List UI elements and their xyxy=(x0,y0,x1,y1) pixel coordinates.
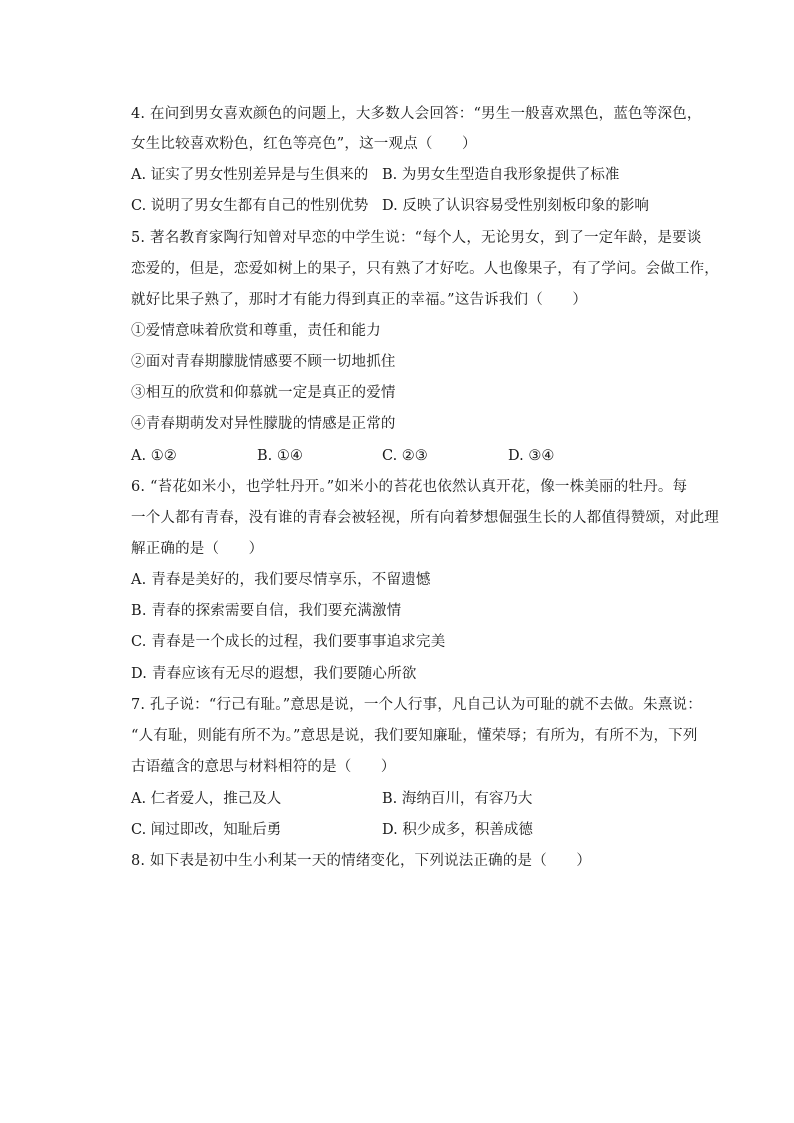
q4-option-d: D. 反映了认识容易受性别刻板印象的影响 xyxy=(382,198,649,214)
q4-option-a: A. 证实了男女性别差异是与生俱来的 xyxy=(131,167,369,183)
q5-stem-line1: 5. 著名教育家陶行知曾对早恋的中学生说：“每个人，无论男女，到了一定年龄，是要谈 xyxy=(131,230,702,246)
q7-stem-line2: “人有耻，则能有所不为。”意思是说，我们要知廉耻，懂荣辱；有所为，有所不为，下列 xyxy=(131,728,698,744)
q4-stem-line2: 女生比较喜欢粉色，红色等亮色”，这一观点（ ） xyxy=(131,136,477,152)
q5-option-b: B. ①④ xyxy=(257,448,303,464)
q6-stem-line1: 6. “苔花如米小，也学牡丹开。”如米小的苔花也依然认真开花，像一株美丽的牡丹。每 xyxy=(131,479,688,495)
q6-option-d: D. 青春应该有无尽的遐想，我们要随心所欲 xyxy=(131,666,417,682)
q8-stem-line1: 8. 如下表是初中生小利某一天的情绪变化，下列说法正确的是（ ） xyxy=(131,853,592,869)
q5-statement-1: ①爱情意味着欣赏和尊重，责任和能力 xyxy=(131,323,381,339)
q5-options-row xyxy=(131,446,671,466)
q7-stem-line3: 古语蕴含的意思与材料相符的是（ ） xyxy=(131,759,396,775)
q5-statement-4: ④青春期萌发对异性朦胧的情感是正常的 xyxy=(131,416,396,432)
q6-option-b: B. 青春的探索需要自信，我们要充满激情 xyxy=(131,603,402,619)
q6-stem-line3: 解正确的是（ ） xyxy=(131,541,264,557)
q5-option-a: A. ①② xyxy=(131,448,177,464)
q7-stem-line1: 7. 孔子说：“行己有耻。”意思是说，一个人行事，凡自己认为可耻的就不去做。朱熹说： xyxy=(131,697,702,713)
q7-option-b: B. 海纳百川，有容乃大 xyxy=(382,791,533,807)
q6-stem-line2: 一个人都有青春，没有谁的青春会被轻视，所有向着梦想倔强生长的人都值得赞颂，对此理 xyxy=(131,510,719,526)
q7-options-row1 xyxy=(131,789,671,809)
q4-options-row1 xyxy=(131,165,671,185)
q4-options-row2 xyxy=(131,196,671,216)
q5-statement-3: ③相互的欣赏和仰慕就一定是真正的爱情 xyxy=(131,385,396,401)
q7-option-c: C. 闻过即改，知耻后勇 xyxy=(131,822,282,838)
q5-statement-2: ②面对青春期朦胧情感要不顾一切地抓住 xyxy=(131,354,396,370)
q4-option-c: C. 说明了男女生都有自己的性别优势 xyxy=(131,198,369,214)
q5-option-c: C. ②③ xyxy=(382,448,428,464)
q6-option-a: A. 青春是美好的，我们要尽情享乐，不留遗憾 xyxy=(131,572,431,588)
q4-option-b: B. 为男女生型造自我形象提供了标准 xyxy=(382,167,620,183)
q5-stem-line3: 就好比果子熟了，那时才有能力得到真正的幸福。”这告诉我们（ ） xyxy=(131,292,588,308)
q7-option-a: A. 仁者爱人，推己及人 xyxy=(131,791,282,807)
q7-option-d: D. 积少成多，积善成德 xyxy=(382,822,533,838)
q4-stem-line1: 4. 在问到男女喜欢颜色的问题上，大多数人会回答：“男生一般喜欢黑色，蓝色等深色， xyxy=(131,106,702,122)
q5-option-d: D. ③④ xyxy=(508,448,555,464)
q7-options-row2 xyxy=(131,820,671,840)
q6-option-c: C. 青春是一个成长的过程，我们要事事追求完美 xyxy=(131,634,446,650)
q5-stem-line2: 恋爱的，但是，恋爱如树上的果子，只有熟了才好吃。人也像果子，有了学问。会做工作， xyxy=(131,261,719,277)
